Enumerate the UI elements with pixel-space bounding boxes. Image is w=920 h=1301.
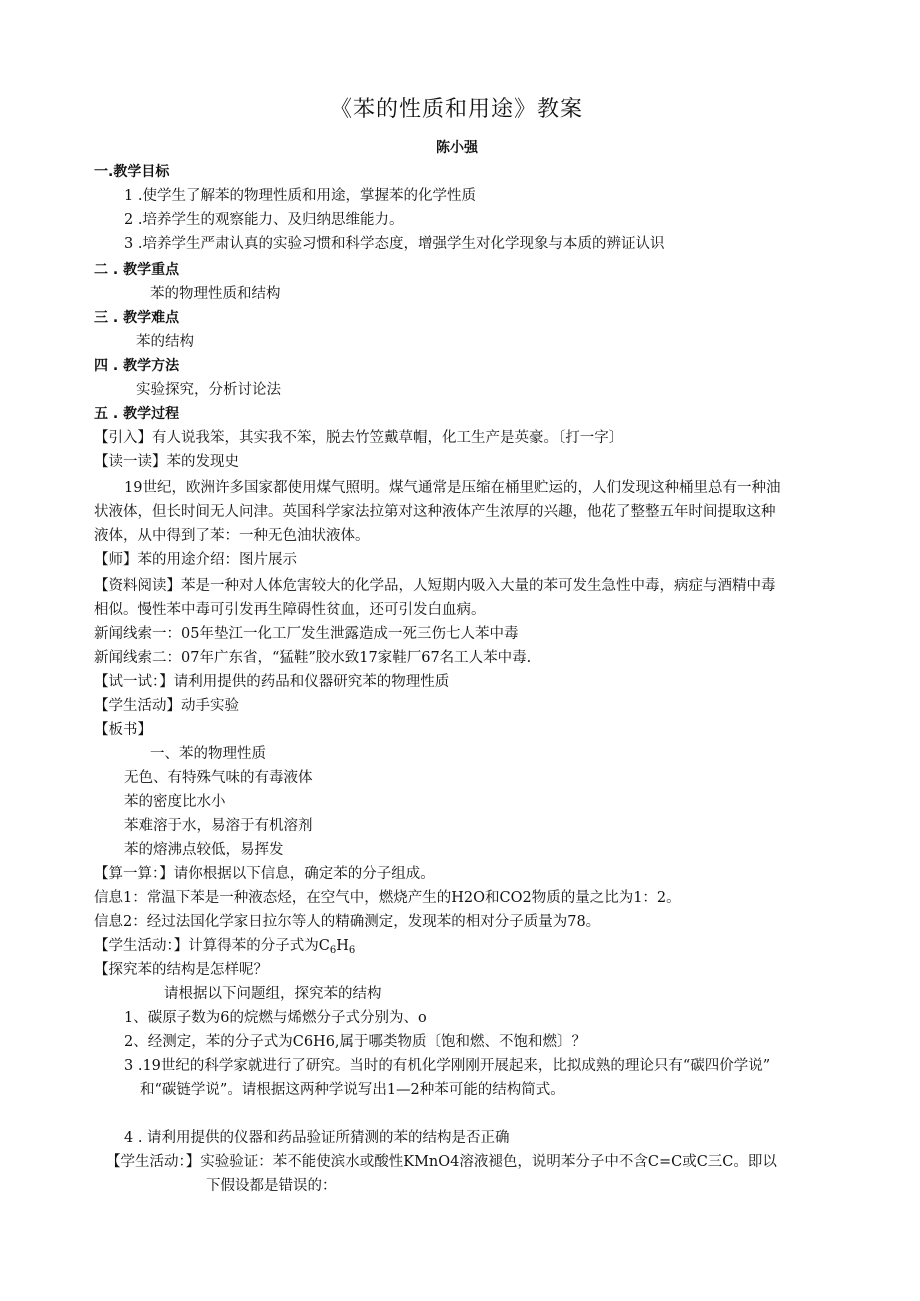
info-line: 信息1：常温下苯是一种液态烃，在空气中，燃烧产生的H2O和CO2物质的量之比为1：2。	[94, 890, 681, 906]
section-text: 实验探究，分析讨论法	[136, 382, 281, 398]
board-item: 无色、有特殊气味的有毒液体	[124, 770, 313, 786]
author-name: 陈小强	[436, 140, 478, 156]
section-text: 苯的物理性质和结构	[150, 286, 281, 302]
paragraph-explore-sub: 请根据以下问题组，探究苯的结构	[164, 986, 382, 1002]
paragraph-history-line: 19世纪，欧洲许多国家都使用煤气照明。煤气通常是压缩在桶里贮运的，人们发现这种桶里总有一种油	[124, 480, 781, 496]
paragraph-material-line: 【资料阅读】苯是一种对人体危害较大的化学品，人短期内吸入大量的苯可发生急性中毒，病症与酒精中毒	[94, 578, 776, 594]
objective-item: 1 .使学生了解苯的物理性质和用途，掌握苯的化学性质	[124, 188, 476, 204]
question-item: 3 .19世纪的科学家就进行了研究。当时的有机化学刚刚开展起来，比拟成熟的理论只有“碳四价学说”	[124, 1058, 771, 1074]
paragraph-history-line: 状液体，但长时间无人问津。英国科学家法拉第对这种液体产生浓厚的兴趣，他花了整整五年时间提取这种	[94, 504, 776, 520]
info-line: 信息2：经过法国化学家日拉尔等人的精确测定，发现苯的相对分子质量为78。	[94, 914, 601, 930]
subscript: 6	[348, 945, 356, 956]
paragraph-teacher: 【师】苯的用途介绍：图片展示	[94, 552, 297, 568]
board-item: 苯的熔沸点较低，易挥发	[124, 842, 284, 858]
paragraph-verify-continued: 下假设都是错误的：	[206, 1178, 337, 1194]
paragraph-try: 【试一试：】请利用提供的药品和仪器研究苯的物理性质	[94, 674, 450, 690]
paragraph-board: 【板书】	[94, 722, 152, 738]
question-item: 4 . 请利用提供的仪器和药品验证所猜测的苯的结构是否正确	[124, 1130, 510, 1146]
result-text: 【学生活动：】计算得苯的分子式为C	[94, 938, 330, 954]
document-title: 《苯的性质和用途》教案	[330, 97, 584, 122]
section-text: 苯的结构	[136, 334, 194, 350]
paragraph-material-line: 相似。慢性苯中毒可引发再生障碍性贫血，还可引发白血病。	[94, 602, 486, 618]
paragraph-intro: 【引入】有人说我笨，其实我不笨，脱去竹笠戴草帽，化工生产是英豪。〔打一字〕	[94, 430, 624, 446]
result-h: H	[336, 938, 349, 954]
paragraph-explore: 【探究苯的结构是怎样呢？	[94, 962, 268, 978]
paragraph-result	[94, 936, 355, 958]
section-heading-difficulties: 三 . 教学难点	[94, 310, 180, 326]
paragraph-history-line: 液体，从中得到了苯：一种无色油状液体。	[94, 528, 370, 544]
board-heading: 一、苯的物理性质	[150, 746, 266, 762]
section-heading-methods: 四 . 教学方法	[94, 358, 180, 374]
paragraph-activity: 【学生活动】动手实验	[94, 698, 239, 714]
paragraph-verify: 【学生活动：】实验验证：苯不能使滨水或酸性KMnO4溶液褪色，说明苯分子中不含C=C或C三C。即以	[106, 1154, 777, 1170]
subscript: 6	[329, 945, 337, 956]
question-item-continued: 和“碳链学说”。请根据这两种学说写出1—2种苯可能的结构简式。	[140, 1082, 565, 1098]
section-heading-objectives: 一.教学目标	[94, 164, 170, 180]
board-item: 苯的密度比水小	[124, 794, 226, 810]
question-item: 1、碳原子数为6的烷燃与烯燃分子式分别为、o	[124, 1010, 427, 1026]
objective-item: 3 .培养学生严肃认真的实验习惯和科学态度，增强学生对化学现象与本质的辨证认识	[124, 236, 665, 252]
objective-item: 2 .培养学生的观察能力、及归纳思维能力。	[124, 212, 404, 228]
section-heading-key-points: 二 . 教学重点	[94, 262, 180, 278]
paragraph-calc: 【算一算：】请你根据以下信息，确定苯的分子组成。	[94, 866, 435, 882]
news-clue: 新闻线索一：05年垫江一化工厂发生泄露造成一死三伤七人苯中毒	[94, 626, 519, 642]
question-item: 2、经测定，苯的分子式为C6H6,属于哪类物质〔饱和燃、不饱和燃〕？	[124, 1034, 587, 1050]
board-item: 苯难溶于水，易溶于有机溶剂	[124, 818, 313, 834]
news-clue: 新闻线索二：07年广东省，“猛鞋”胶水致17家鞋厂67名工人苯中毒.	[94, 650, 532, 666]
paragraph-read: 【读一读】苯的发现史	[94, 454, 239, 470]
section-heading-process: 五 . 教学过程	[94, 406, 180, 422]
